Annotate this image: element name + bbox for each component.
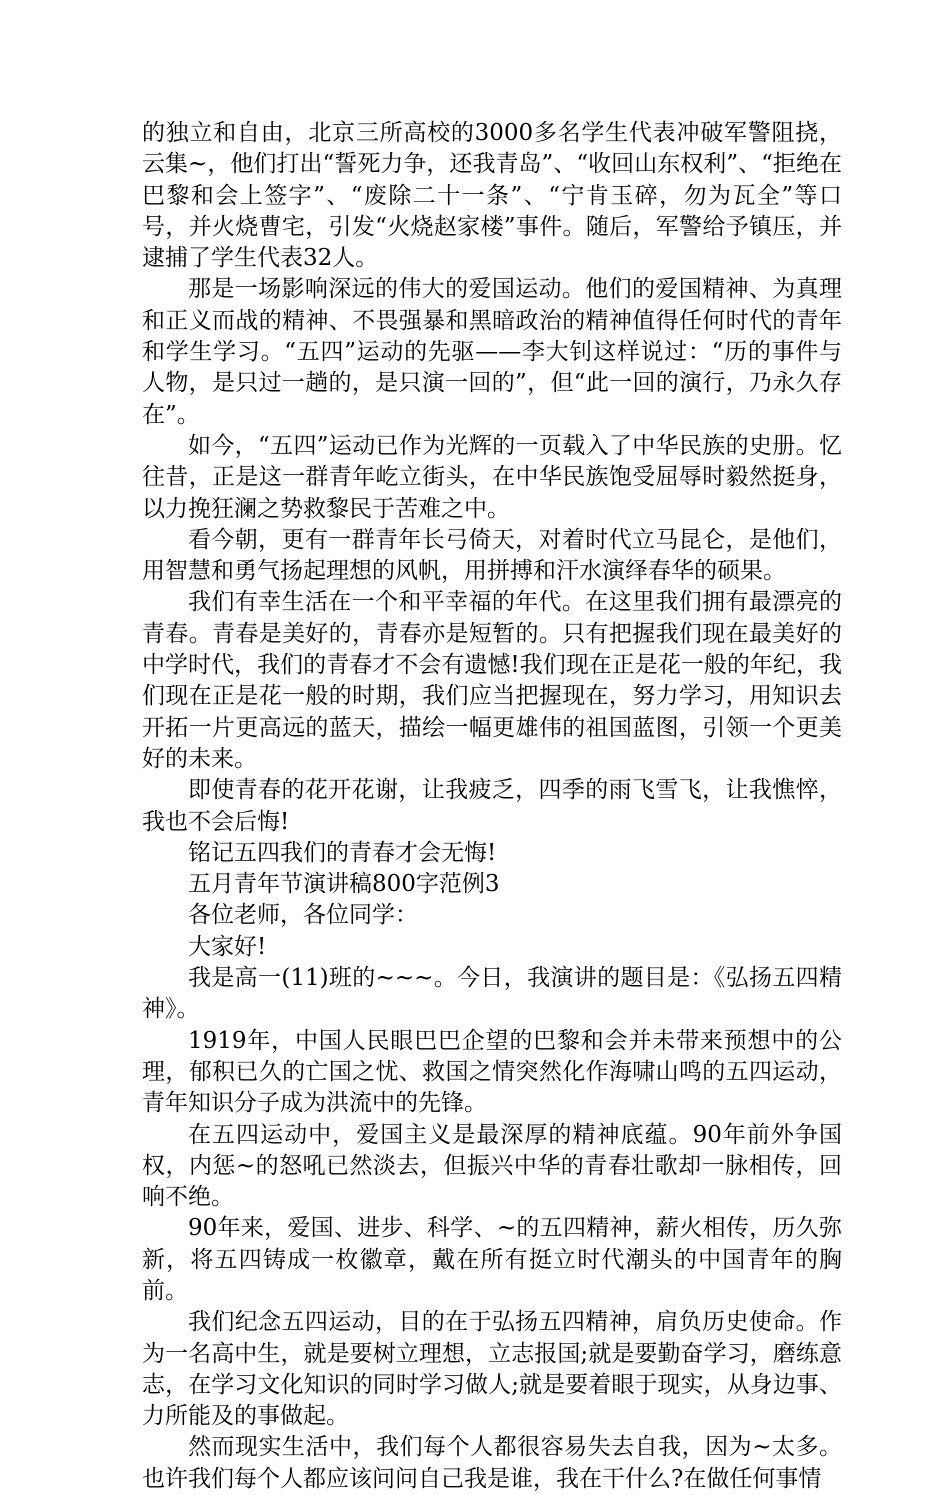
- paragraph: 我们有幸生活在一个和平幸福的年代。在这里我们拥有最漂亮的青春。青春是美好的，青春亦是短暂的。只有把握我们现在最美好的中学时代，我们的青春才不会有遗憾!我们现在正是花一般的年纪，我们现在正是花一般的时期，我们应当把握现在，努力学习，用知识去开拓一片更高远的蓝天，描绘一幅更雄伟的祖国蓝图，引领一个更美好的未来。: [142, 589, 842, 772]
- salutation: 各位老师，各位同学：: [188, 902, 418, 929]
- paragraph: 的独立和自由，北京三所高校的3000多名学生代表冲破军警阻挠，云集~，他们打出“誓死力争，还我青岛”、“收回山东权利”、“拒绝在巴黎和会上签字”、“废除二十一条”、“宁肯玉碎，勿为瓦全”等口号，并火烧曹宅，引发“火烧赵家楼”事件。随后，军警给予镇压，并逮捕了学生代表32人。: [142, 120, 842, 272]
- paragraph: 我是高一(11)班的~~~。今日，我演讲的题目是：《弘扬五四精神》。: [142, 965, 842, 1023]
- paragraph: 然而现实生活中，我们每个人都很容易失去自我，因为~太多。也许我们每个人都应该问问自己我是谁，我在干什么?在做任何事情: [142, 1434, 842, 1492]
- paragraph: 1919年，中国人民眼巴巴企望的巴黎和会并未带来预想中的公理，郁积已久的亡国之忧、救国之情突然化作海啸山鸣的五四运动，青年知识分子成为洪流中的先锋。: [142, 1027, 842, 1117]
- paragraph: 即使青春的花开花谢，让我疲乏，四季的雨飞雪飞，让我憔悴，我也不会后悔!: [142, 777, 842, 835]
- section-heading: 五月青年节演讲稿800字范例3: [188, 871, 500, 898]
- paragraph: 90年来，爱国、进步、科学、~的五四精神，薪火相传，历久弥新，将五四铸成一枚徽章，戴在所有挺立时代潮头的中国青年的胸前。: [142, 1215, 842, 1304]
- paragraph: 铭记五四我们的青春才会无悔!: [188, 839, 497, 866]
- paragraph: 那是一场影响深远的伟大的爱国运动。他们的爱国精神、为真理和正义而战的精神、不畏强暴和黑暗政治的精神值得任何时代的青年和学生学习。“五四”运动的先驱——李大钊这样说过：“历的事件与人物，是只过一趟的，是只演一回的”，但“此一回的演行，乃永久存在”。: [142, 276, 842, 428]
- document-body: [142, 118, 842, 1495]
- paragraph: 在五四运动中，爱国主义是最深厚的精神底蕴。90年前外争国权，内惩~的怒吼已然淡去，但振兴中华的青春壮歌却一脉相传，回响不绝。: [142, 1121, 842, 1211]
- paragraph: 我们纪念五四运动，目的在于弘扬五四精神，肩负历史使命。作为一名高中生，就是要树立理想，立志报国;就是要勤奋学习，磨练意志，在学习文化知识的同时学习做人;就是要着眼于现实，从身边事、力所能及的事做起。: [142, 1309, 842, 1430]
- paragraph: 看今朝，更有一群青年长弓倚天，对着时代立马昆仑，是他们，用智慧和勇气扬起理想的风帆，用拼搏和汗水演绎春华的硕果。: [142, 526, 842, 585]
- paragraph: 如今，“五四”运动已作为光辉的一页载入了中华民族的史册。忆往昔，正是这一群青年屹立街头，在中华民族饱受屈辱时毅然挺身，以力挽狂澜之势救黎民于苦难之中。: [142, 432, 842, 522]
- greeting: 大家好!: [188, 933, 267, 960]
